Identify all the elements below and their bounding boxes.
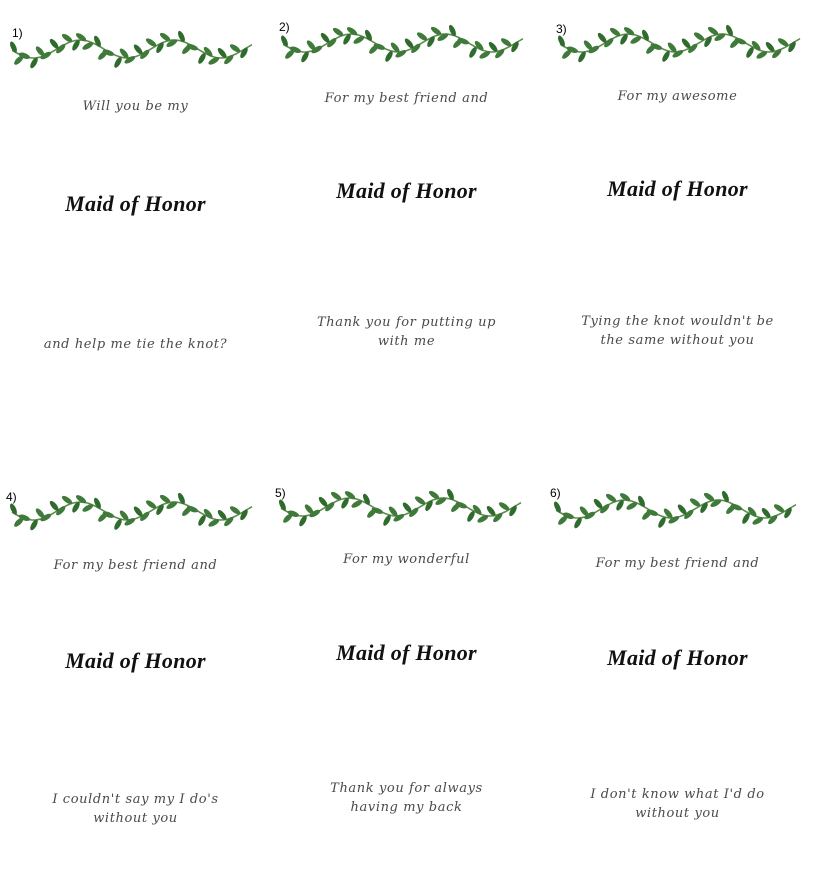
- leafy-vine-garland-icon: [558, 16, 802, 70]
- card-top-line: Will you be my: [82, 99, 189, 114]
- card-2: [271, 0, 542, 430]
- card-bottom-line: Thank you for putting up with me: [316, 315, 497, 349]
- card-top-line: For my best friend and: [595, 556, 760, 571]
- card-number: 2): [279, 20, 290, 34]
- leafy-vine-garland-icon: [281, 16, 525, 70]
- card-number: 6): [550, 486, 561, 500]
- card-bottom-line: Thank you for always having my back: [330, 781, 483, 815]
- card-title: Maid of Honor: [607, 176, 748, 201]
- card-title: Maid of Honor: [607, 645, 748, 670]
- leafy-vine-garland-icon: [10, 22, 254, 76]
- card-bottom-line: I don't know what I'd do without you: [590, 787, 765, 821]
- card-top-line: For my best friend and: [53, 558, 218, 573]
- card-bottom-line: Tying the knot wouldn't be the same without you: [581, 314, 774, 348]
- card-title: Maid of Honor: [336, 640, 477, 665]
- card-title: Maid of Honor: [65, 648, 206, 673]
- card-3: [542, 0, 813, 430]
- card-number: 3): [556, 22, 567, 36]
- card-title: Maid of Honor: [336, 178, 477, 203]
- card-4: [0, 440, 271, 870]
- card-number: 5): [275, 486, 286, 500]
- card-5: [271, 440, 542, 870]
- card-top-line: For my best friend and: [324, 91, 489, 106]
- card-bottom-line: and help me tie the knot?: [43, 337, 228, 352]
- card-6: [542, 440, 813, 870]
- card-title: Maid of Honor: [65, 191, 206, 216]
- leafy-vine-garland-icon: [554, 482, 798, 536]
- leafy-vine-garland-icon: [279, 480, 523, 534]
- card-top-line: For my wonderful: [343, 552, 470, 567]
- card-top-line: For my awesome: [617, 89, 738, 104]
- card-bottom-line: I couldn't say my I do's without you: [52, 792, 219, 826]
- leafy-vine-garland-icon: [10, 484, 254, 538]
- card-1: [0, 0, 271, 430]
- card-number: 4): [6, 490, 17, 504]
- card-number: 1): [12, 26, 23, 40]
